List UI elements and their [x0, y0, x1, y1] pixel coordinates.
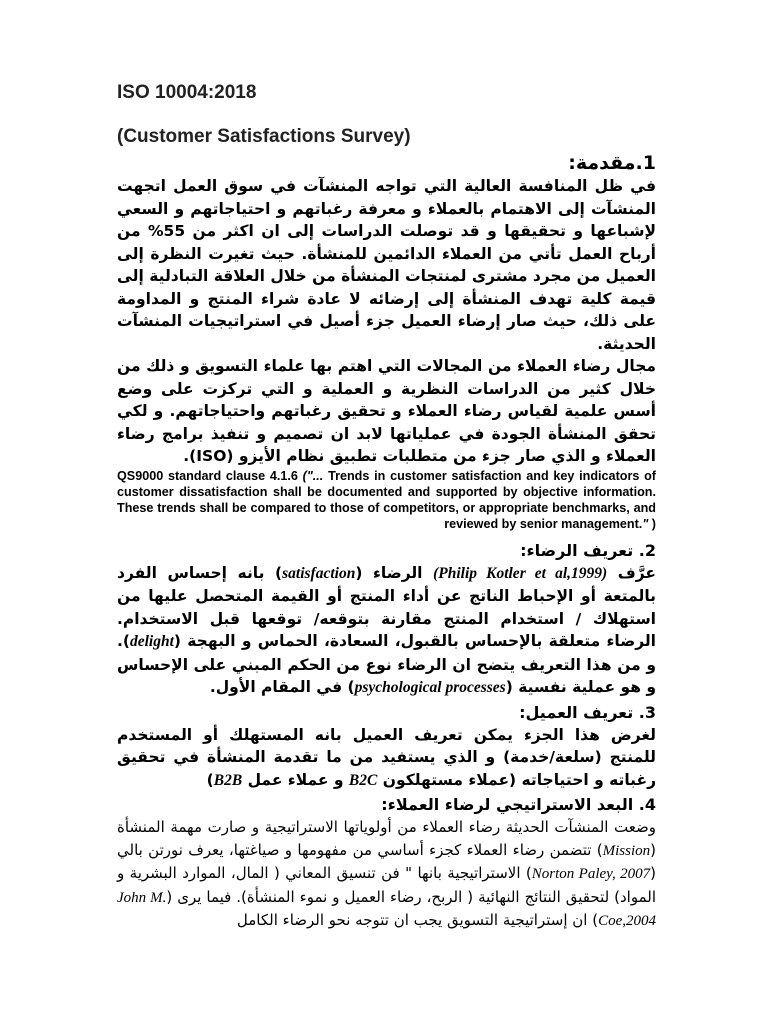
quote-text: Trends in customer satisfaction and key indicators of customer dissatisfaction shall be documented and supported by objective information. These trends shall be compared to those of competitors, or appropriate benchmarks, and reviewed by senior management. — [117, 468, 656, 531]
section-heading-customer-definition: 3. تعريف العميل: — [519, 702, 656, 722]
text-run: ) تتضمن رضاء العملاء كجزء أساسي من مفهومها و صياغتها، يعرف نورتن بالي ( — [117, 840, 657, 882]
text-run: وضعت المنشآت الحديثة رضاء العملاء من أولوياتها الاستراتيجية و صارت مهمة المنشأة ( — [117, 818, 656, 859]
english-term: psychological processes — [354, 679, 506, 696]
paragraph: في ظل المنافسة العالية التي تواجه المنشآت في سوق العمل اتجهت المنشآت إلى الاهتمام بالعملاء و معرفة رغباتهم و احتياجاتهم و السعي لإشباعها و تحقيقها و قد توصلت الدراسات إلى ان اكثر من 55% من أرباح العمل تأتي من العملاء الدائمين للمنشأة. حيث تغيرت النظرة إلى العميل من مجرد مشترى لمنتجات المنشأة من خلال العلاقة التبادلية إلى قيمة كلية تهدف المنشأة إلى إرضائه لا عادة شراء المنتج و المداومة على ذلك، حيث صار إرضاء العميل جزء أصيل في استراتيجيات المنشآت الحديثة. — [117, 177, 656, 353]
text-run: ) في المقام الأول. — [209, 678, 355, 696]
paragraph — [117, 816, 656, 933]
section-heading-satisfaction-definition: 2. تعريف الرضاء: — [520, 540, 656, 560]
paragraph — [117, 562, 656, 700]
section-heading-strategic-dimension: 4. البعد الاستراتيجي لرضاء العملاء: — [381, 795, 656, 814]
english-term: satisfaction — [282, 564, 356, 582]
text-run: ) الاستراتيجية بانها " فن تنسيق المعاني ( المال، الموارد البشرية و المواد) لتحقيق النتائج النهائية ( الربح، رضاء العميل و نموء المنشأة). فيما يرى ( — [117, 864, 657, 906]
text-run: ) بانه إحساس الفرد بالمتعة أو الإحباط الناتج عن أداء المنتج أو القيمة المتحصل عليها من استهلاك / استخدام المنتج مقارنة بتوقعه/ توقعها قبل الاستخدام. الرضاء متعلقة بالإحساس بالقبول، السعادة، الحماس و البهجة ( — [117, 563, 656, 650]
text-run: ) ان إستراتيجية التسويق يجب ان تتوجه نحو الرضاء الكامل — [236, 911, 599, 929]
text-run: ). و من هذا التعريف يتضح ان الرضاء نوع من الحكم المبني على الإحساس و هو عملية نفسية ( — [117, 632, 656, 696]
citation: Norton Paley, 2007 — [531, 866, 651, 882]
paragraph: مجال رضاء العملاء من المجالات التي اهتم بها علماء التسويق و ذلك من خلال كثير من الدراسات النظرية و العملية و التي تركزت على وضع أسس علمية لقياس رضاء العملاء و تحقيق رغباتهم واحتياجاتهم. و لكي تحقق المنشأة الجودة في عملياتها لابد ان تصميم و تنفيذ برامج رضاء العملاء و الذي صار جزء من متطلبات تطبيق نظام الأيزو (ISO). — [117, 357, 656, 465]
iso-quote — [117, 468, 656, 532]
section-heading-introduction: 1.مقدمة: — [568, 152, 656, 174]
text-run: عرَّف — [607, 563, 657, 582]
document-body — [117, 151, 656, 933]
quote-open: ("... — [297, 468, 329, 483]
text-run: لغرض هذا الجزء يمكن تعريف العميل بانه المستهلك أو المستخدم للمنتج (سلعة/خدمة) و الذي يستفيد من ما تقدمة المنشأة في تحقيق رغباته و احتياجاته (عملاء مستهلكون — [117, 725, 656, 789]
english-term: delight — [129, 633, 174, 650]
text-run: و عملاء عمل — [242, 770, 349, 789]
english-term: B2C — [348, 771, 378, 789]
quote-tail: ) — [648, 516, 656, 531]
citation: John M. Coe,2004 — [117, 889, 656, 929]
document-subtitle: (Customer Satisfactions Survey) — [117, 126, 411, 147]
paragraph — [117, 724, 656, 793]
document-title: ISO 10004:2018 — [117, 82, 257, 103]
english-term: B2B — [213, 771, 243, 789]
quote-close: " — [642, 516, 649, 531]
quote-lead: QS9000 standard clause 4.1.6 — [117, 468, 298, 483]
text-run: ) — [206, 770, 214, 789]
citation: (Philip Kotler et al,1999) — [433, 564, 608, 582]
text-run: الرضاء ( — [355, 563, 434, 582]
english-term: Mission — [602, 842, 651, 859]
